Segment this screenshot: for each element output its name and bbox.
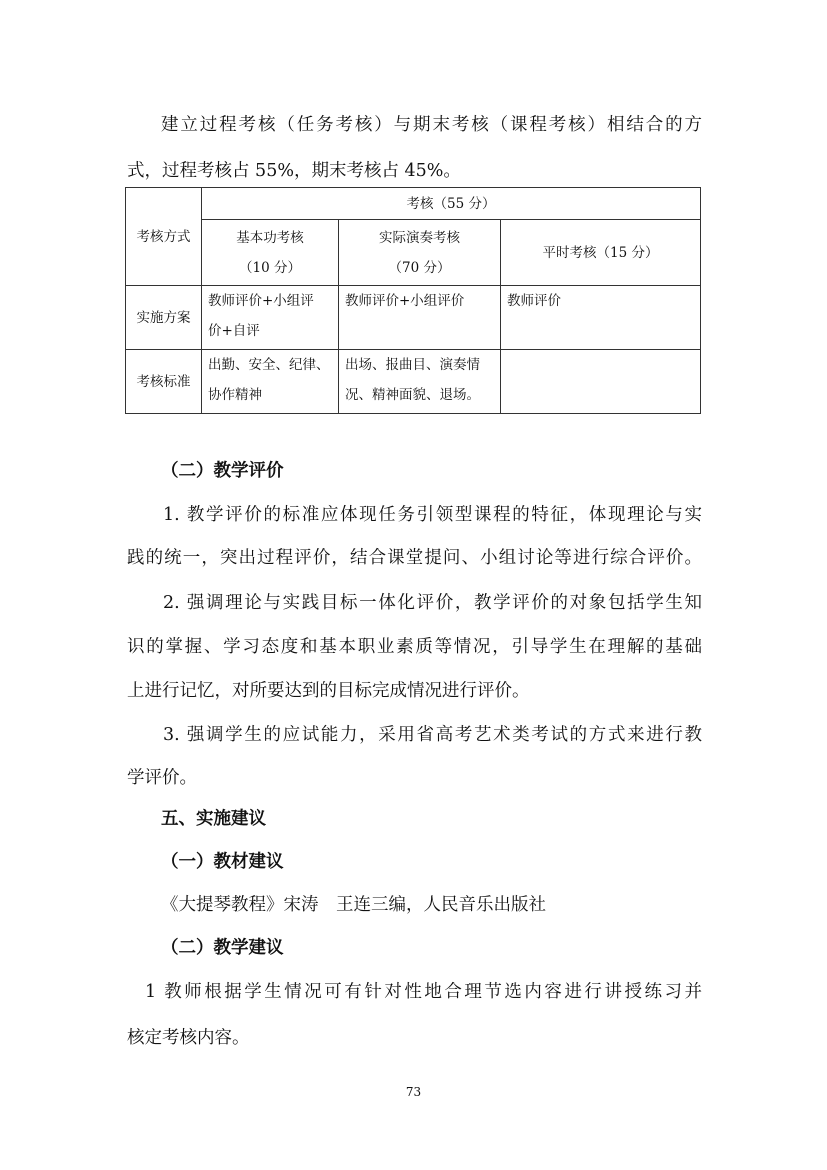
row-plan-label: 实施方案 (126, 286, 202, 350)
assessment-table (125, 187, 701, 414)
row-standard-basic-line2: 协作精神 (208, 387, 262, 403)
intro-line-2: 式，过程考核占 55%，期末考核占 45%。 (127, 161, 461, 181)
header-basic (202, 220, 339, 286)
textbook-line: 《大提琴教程》宋涛 王连三编，人民音乐出版社 (161, 895, 546, 915)
table-row (126, 286, 701, 350)
heading-teaching-advice: （二）教学建议 (161, 938, 284, 958)
row-plan-basic-line1: 教师评价+小组评 (208, 293, 314, 309)
row-standard-regular (501, 350, 701, 414)
row-standard-performance (339, 350, 501, 414)
eval-p3-line1: 3. 强调学生的应试能力，采用省高考艺术类考试的方式来进行教 (163, 725, 702, 745)
header-performance-line1: 实际演奏考核 (379, 229, 460, 246)
row-plan-basic-line2: 价+自评 (208, 323, 260, 339)
header-basic-line1: 基本功考核 (236, 229, 304, 246)
advice-line1: 1 教师根据学生情况可有针对性地合理节选内容进行讲授练习并 (145, 982, 702, 1002)
heading-section-five: 五、实施建议 (161, 809, 266, 829)
page-number: 73 (405, 1085, 422, 1099)
advice-line2: 核定考核内容。 (127, 1028, 250, 1048)
row-plan-performance: 教师评价+小组评价 (339, 286, 501, 350)
header-performance-line2: （70 分） (388, 259, 451, 276)
table-row (126, 220, 701, 286)
row-standard-basic-line1: 出勤、安全、纪律、 (208, 357, 330, 373)
eval-p3-line2: 学评价。 (127, 768, 197, 788)
eval-p1-line1: 1. 教学评价的标准应体现任务引领型课程的特征，体现理论与实 (163, 505, 702, 525)
header-regular: 平时考核（15 分） (501, 220, 701, 286)
eval-p2-line1: 2. 强调理论与实践目标一体化评价，教学评价的对象包括学生知 (163, 593, 702, 613)
header-group: 考核（55 分） (202, 188, 701, 220)
row-standard-performance-line1: 出场、报曲目、演奏情 (345, 357, 480, 373)
row-plan-regular: 教师评价 (501, 286, 701, 350)
heading-textbook: （一）教材建议 (161, 852, 284, 872)
eval-p2-line3: 上进行记忆，对所要达到的目标完成情况进行评价。 (127, 681, 530, 701)
eval-p2-line2: 识的掌握、学习态度和基本职业素质等情况，引导学生在理解的基础 (127, 637, 702, 657)
table-row (126, 188, 701, 220)
row-standard-performance-line2: 况、精神面貌、退场。 (345, 387, 480, 403)
eval-p1-line2: 践的统一，突出过程评价，结合课堂提问、小组讨论等进行综合评价。 (127, 548, 702, 568)
row-plan-basic (202, 286, 339, 350)
row-standard-basic (202, 350, 339, 414)
header-performance (339, 220, 501, 286)
heading-teaching-eval: （二）教学评价 (161, 461, 284, 481)
row-standard-label: 考核标准 (126, 350, 202, 414)
table-row (126, 350, 701, 414)
header-method: 考核方式 (126, 188, 202, 286)
intro-line-1: 建立过程考核（任务考核）与期末考核（课程考核）相结合的方 (161, 115, 702, 135)
header-basic-line2: （10 分） (239, 259, 301, 276)
